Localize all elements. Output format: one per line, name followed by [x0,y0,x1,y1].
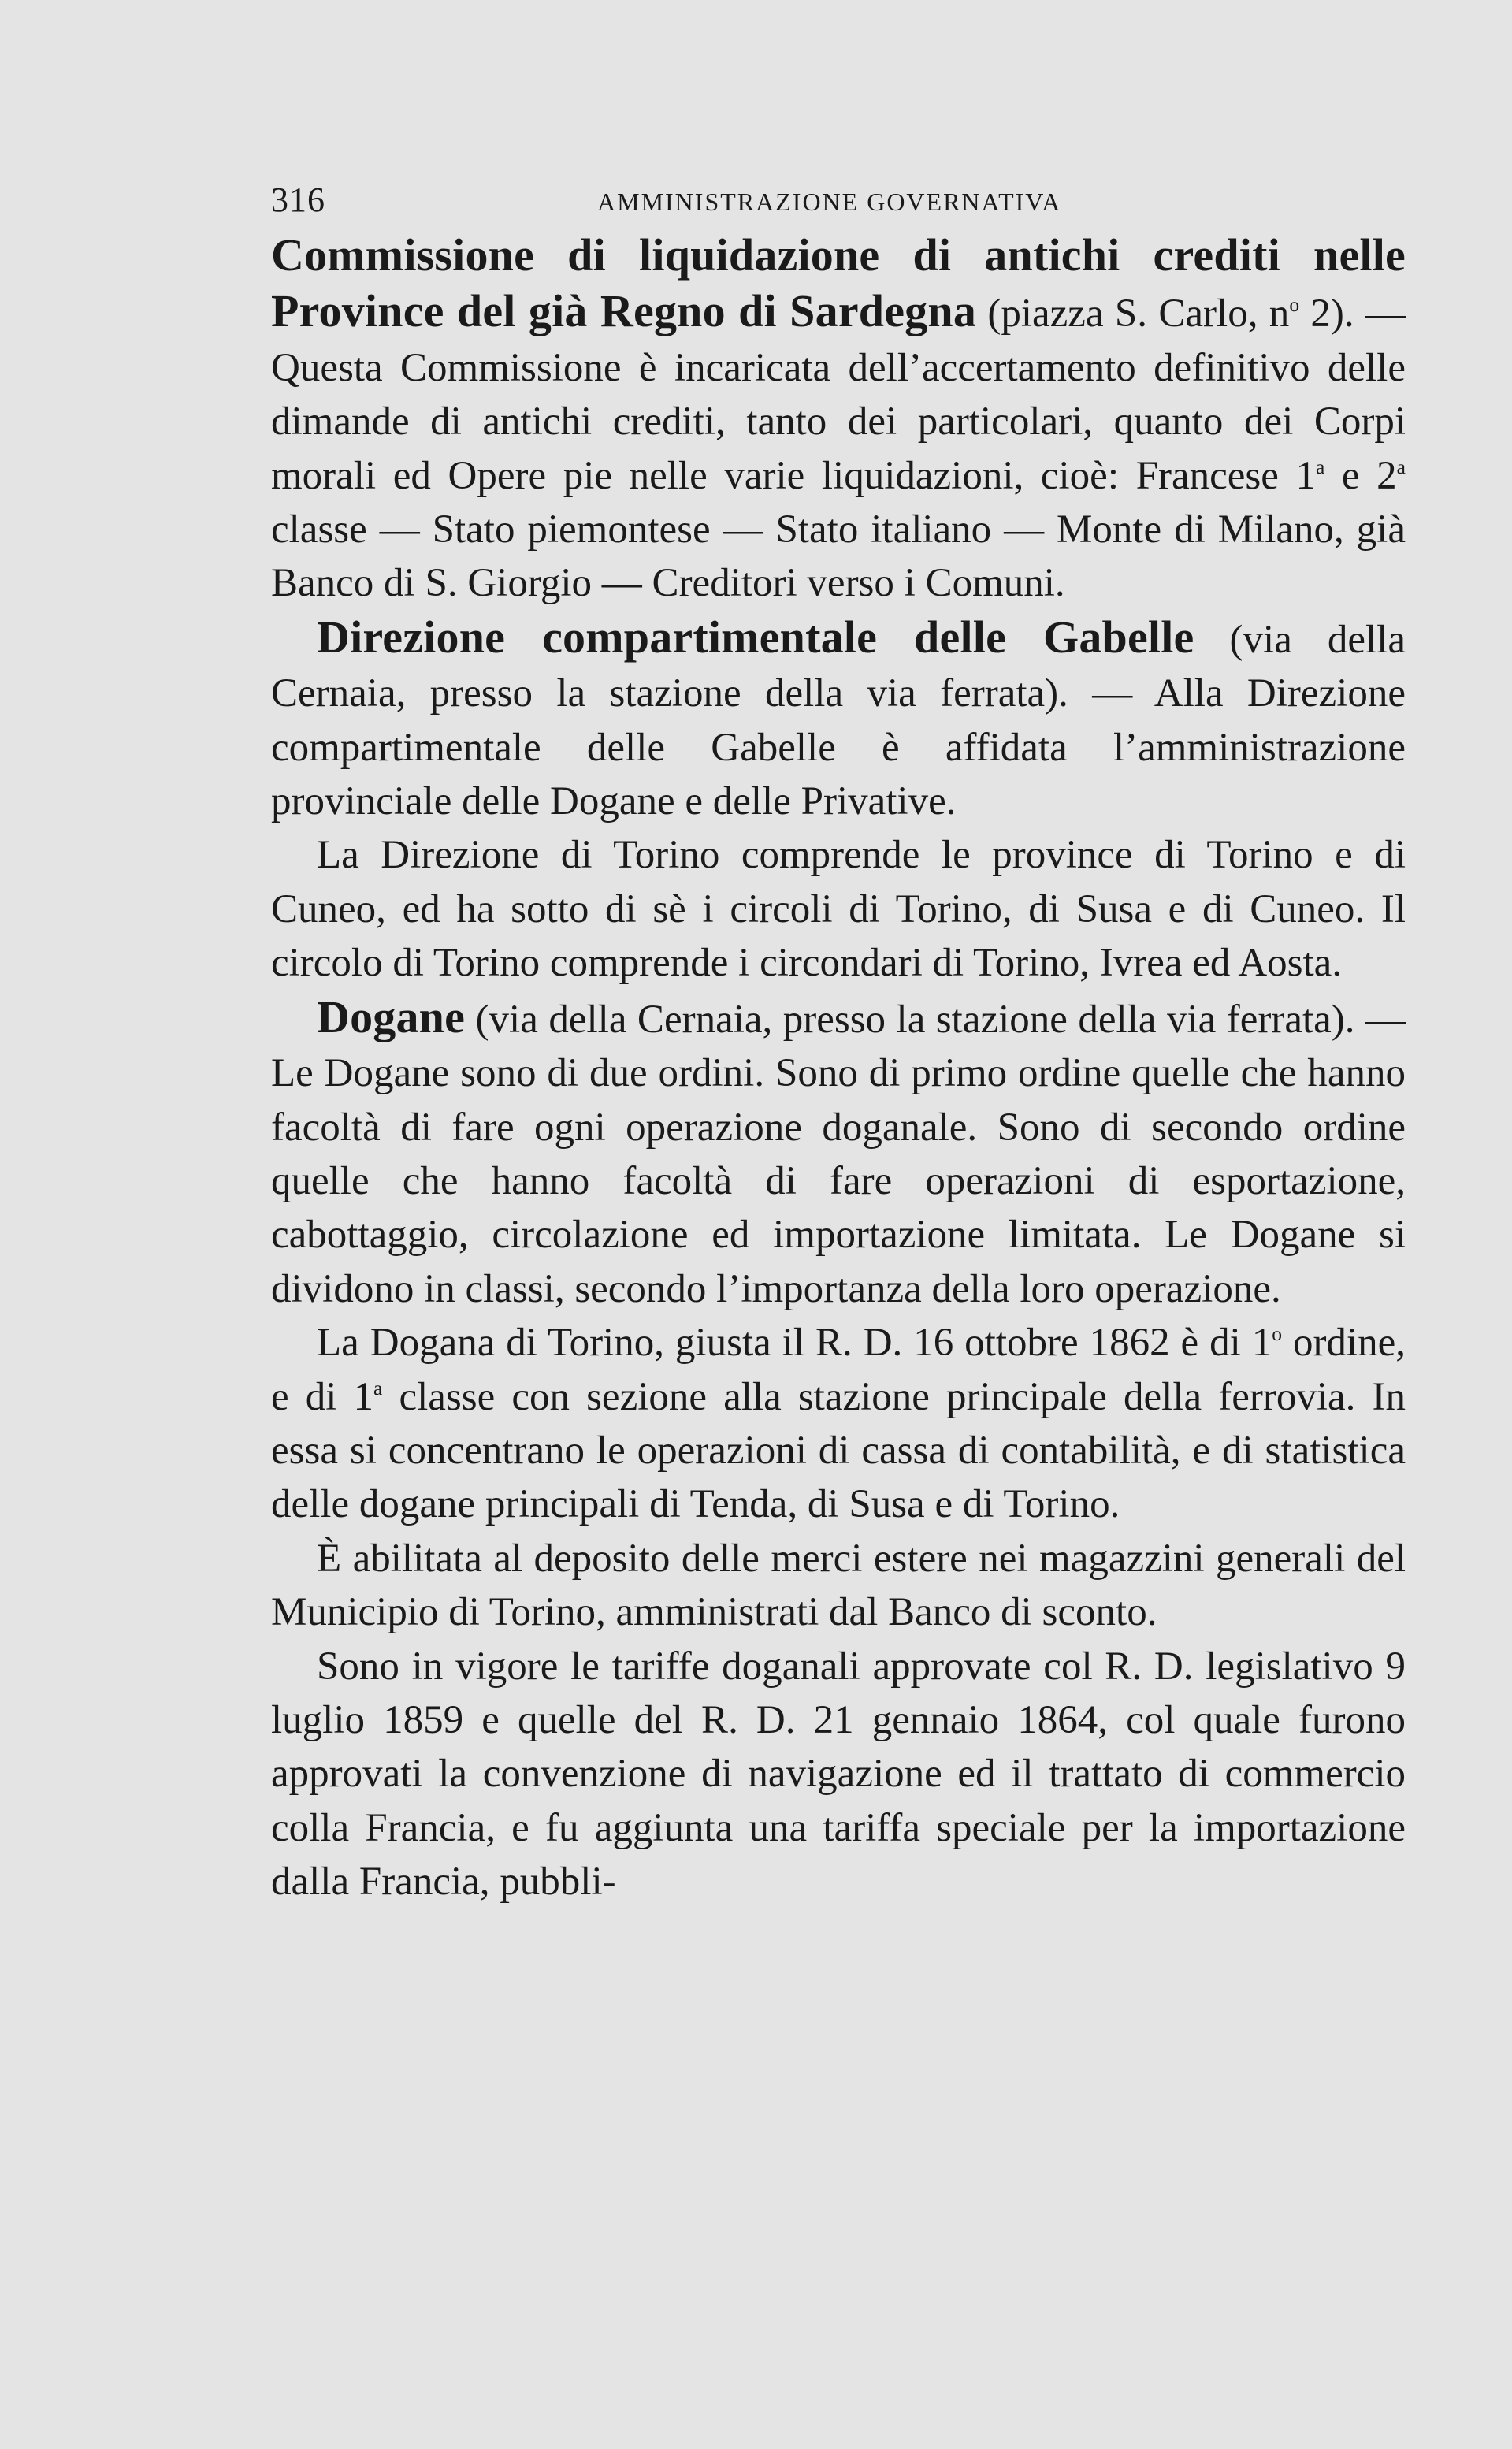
commissione-sup-2: a [1315,455,1325,478]
page-number: 316 [271,180,325,219]
dogana-text-b: ordine, e di 1 [271,1321,1406,1419]
dogana-text-c: classe con sezione alla stazione principale della ferrovia. In essa si concentrano le operazioni di cassa di contabilità, e di statistica delle dogane principali di Tenda, di Susa e di Torino. [271,1374,1406,1527]
dogane-text: (via della Cernaia, presso la stazione della via ferrata). — Le Dogane sono di due ordini. Sono di primo ordine quelle che hanno facoltà di fare ogni operazione doganale. Sono di secondo ordine quelle che hanno facoltà di fare operazioni di esportazione, cabottaggio, circolazione ed importazione limitata. Le Dogane si dividono in classi, secondo l’importanza della loro operazione. [271,997,1406,1311]
paragraph-tariffe: Sono in vigore le tariffe doganali approvate col R. D. legislativo 9 luglio 1859 e quelle del R. D. 21 gennaio 1864, col quale furono approvati la convenzione di navigazione ed il trattato di commercio colla Francia, e fu aggiunta una tariffa speciale per la importazione dalla Francia, pubbli- [271,1644,1406,1905]
direzione-text: (via della Cernaia, presso la stazione della via ferrata). — Alla Direzione compartimentale delle Gabelle è affidata l’amministrazione provinciale delle Dogane e delle Privative. [271,617,1406,824]
commissione-text-2: 2). — Questa Commissione è incaricata dell’accertamento definitivo delle dimande di antichi crediti, tanto dei particolari, quanto dei Corpi morali ed Opere pie nelle varie liquidazioni, cioè: Francese 1 [271,292,1406,498]
paragraph-dogana-torino [271,1316,1406,1532]
commissione-text-4: classe — Stato piemontese — Stato italiano — Monte di Milano, già Banco di S. Giorgio — Creditori verso i Comuni. [271,507,1406,606]
page-body [271,229,1406,1909]
paragraph-direzione-2: La Direzione di Torino comprende le province di Torino e di Cuneo, ed ha sotto di sè i circoli di Torino, di Susa e di Cuneo. Il circolo di Torino comprende i circondari di Torino, Ivrea ed Aosta. [271,833,1406,986]
heading-dogane: Dogane [317,990,466,1042]
heading-commissione: Commissione di liquidazione di antichi crediti nelle Province del già Regno di Sardegna [271,229,1406,337]
commissione-text-3: e 2 [1324,453,1397,498]
commissione-text-1: (piazza S. Carlo, n [976,292,1290,336]
page-header [271,180,1406,227]
commissione-sup-1: o [1289,293,1300,317]
commissione-sup-3: a [1396,455,1406,478]
paragraph-deposito: È abilitata al deposito delle merci estere nei magazzini generali del Municipio di Torino, amministrati dal Banco di sconto. [271,1536,1406,1635]
paragraph-direzione [271,611,1406,829]
running-head: AMMINISTRAZIONE GOVERNATIVA [597,188,1062,216]
heading-direzione: Direzione compartimentale delle Gabelle [317,611,1194,663]
dogana-sup-1: o [1272,1322,1282,1345]
dogana-text-a: La Dogana di Torino, giusta il R. D. 16 ottobre 1862 è di 1 [317,1321,1272,1366]
dogana-sup-2: a [373,1376,383,1399]
paragraph-commissione [271,229,1406,611]
paragraph-dogane [271,990,1406,1316]
